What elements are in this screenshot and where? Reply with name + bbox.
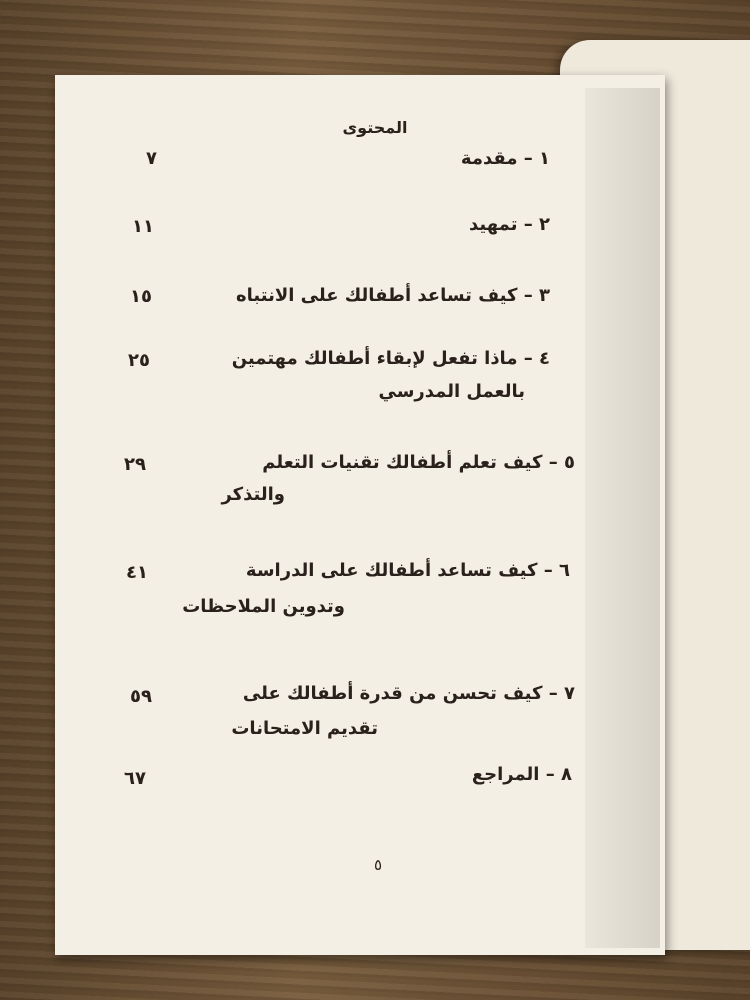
toc-entry-title: ٦ – كيف تساعد أطفالك على الدراسة bbox=[245, 560, 570, 581]
toc-entry-page: ٤١ bbox=[126, 562, 148, 583]
toc-entry-title-continued: والتذكر bbox=[221, 484, 285, 505]
toc-entry-title: ٤ – ماذا تفعل لإبقاء أطفالك مهتمين bbox=[231, 348, 550, 369]
toc-entry-page: ٢٥ bbox=[128, 350, 150, 371]
toc-entry-page: ٥٩ bbox=[130, 686, 152, 707]
toc-entry-title: ٥ – كيف تعلم أطفالك تقنيات التعلم bbox=[262, 452, 575, 473]
toc-entry-title-continued: بالعمل المدرسي bbox=[378, 381, 525, 402]
toc-entry-page: ١١ bbox=[132, 216, 154, 237]
toc-entry-title: ٨ – المراجع bbox=[471, 764, 572, 785]
toc-entry-title: ١ – مقدمة bbox=[460, 148, 550, 169]
toc-entry-page: ٦٧ bbox=[124, 768, 146, 789]
toc-entry-page: ١٥ bbox=[130, 286, 152, 307]
toc-heading: المحتوى bbox=[342, 118, 408, 137]
toc-entry-title: ٣ – كيف تساعد أطفالك على الانتباه bbox=[235, 285, 550, 306]
toc-entry-title: ٧ – كيف تحسن من قدرة أطفالك على bbox=[242, 683, 575, 704]
toc-entry-title: ٢ – تمهيد bbox=[469, 214, 550, 235]
page-shadow bbox=[585, 88, 660, 948]
toc-entry-page: ٧ bbox=[146, 148, 157, 169]
toc-entry-title-continued: وتدوين الملاحظات bbox=[182, 596, 345, 617]
page-number: ٥ bbox=[373, 856, 383, 874]
book-page bbox=[55, 75, 665, 955]
toc-entry-title-continued: تقديم الامتحانات bbox=[231, 718, 378, 739]
toc-entry-page: ٢٩ bbox=[124, 454, 146, 475]
